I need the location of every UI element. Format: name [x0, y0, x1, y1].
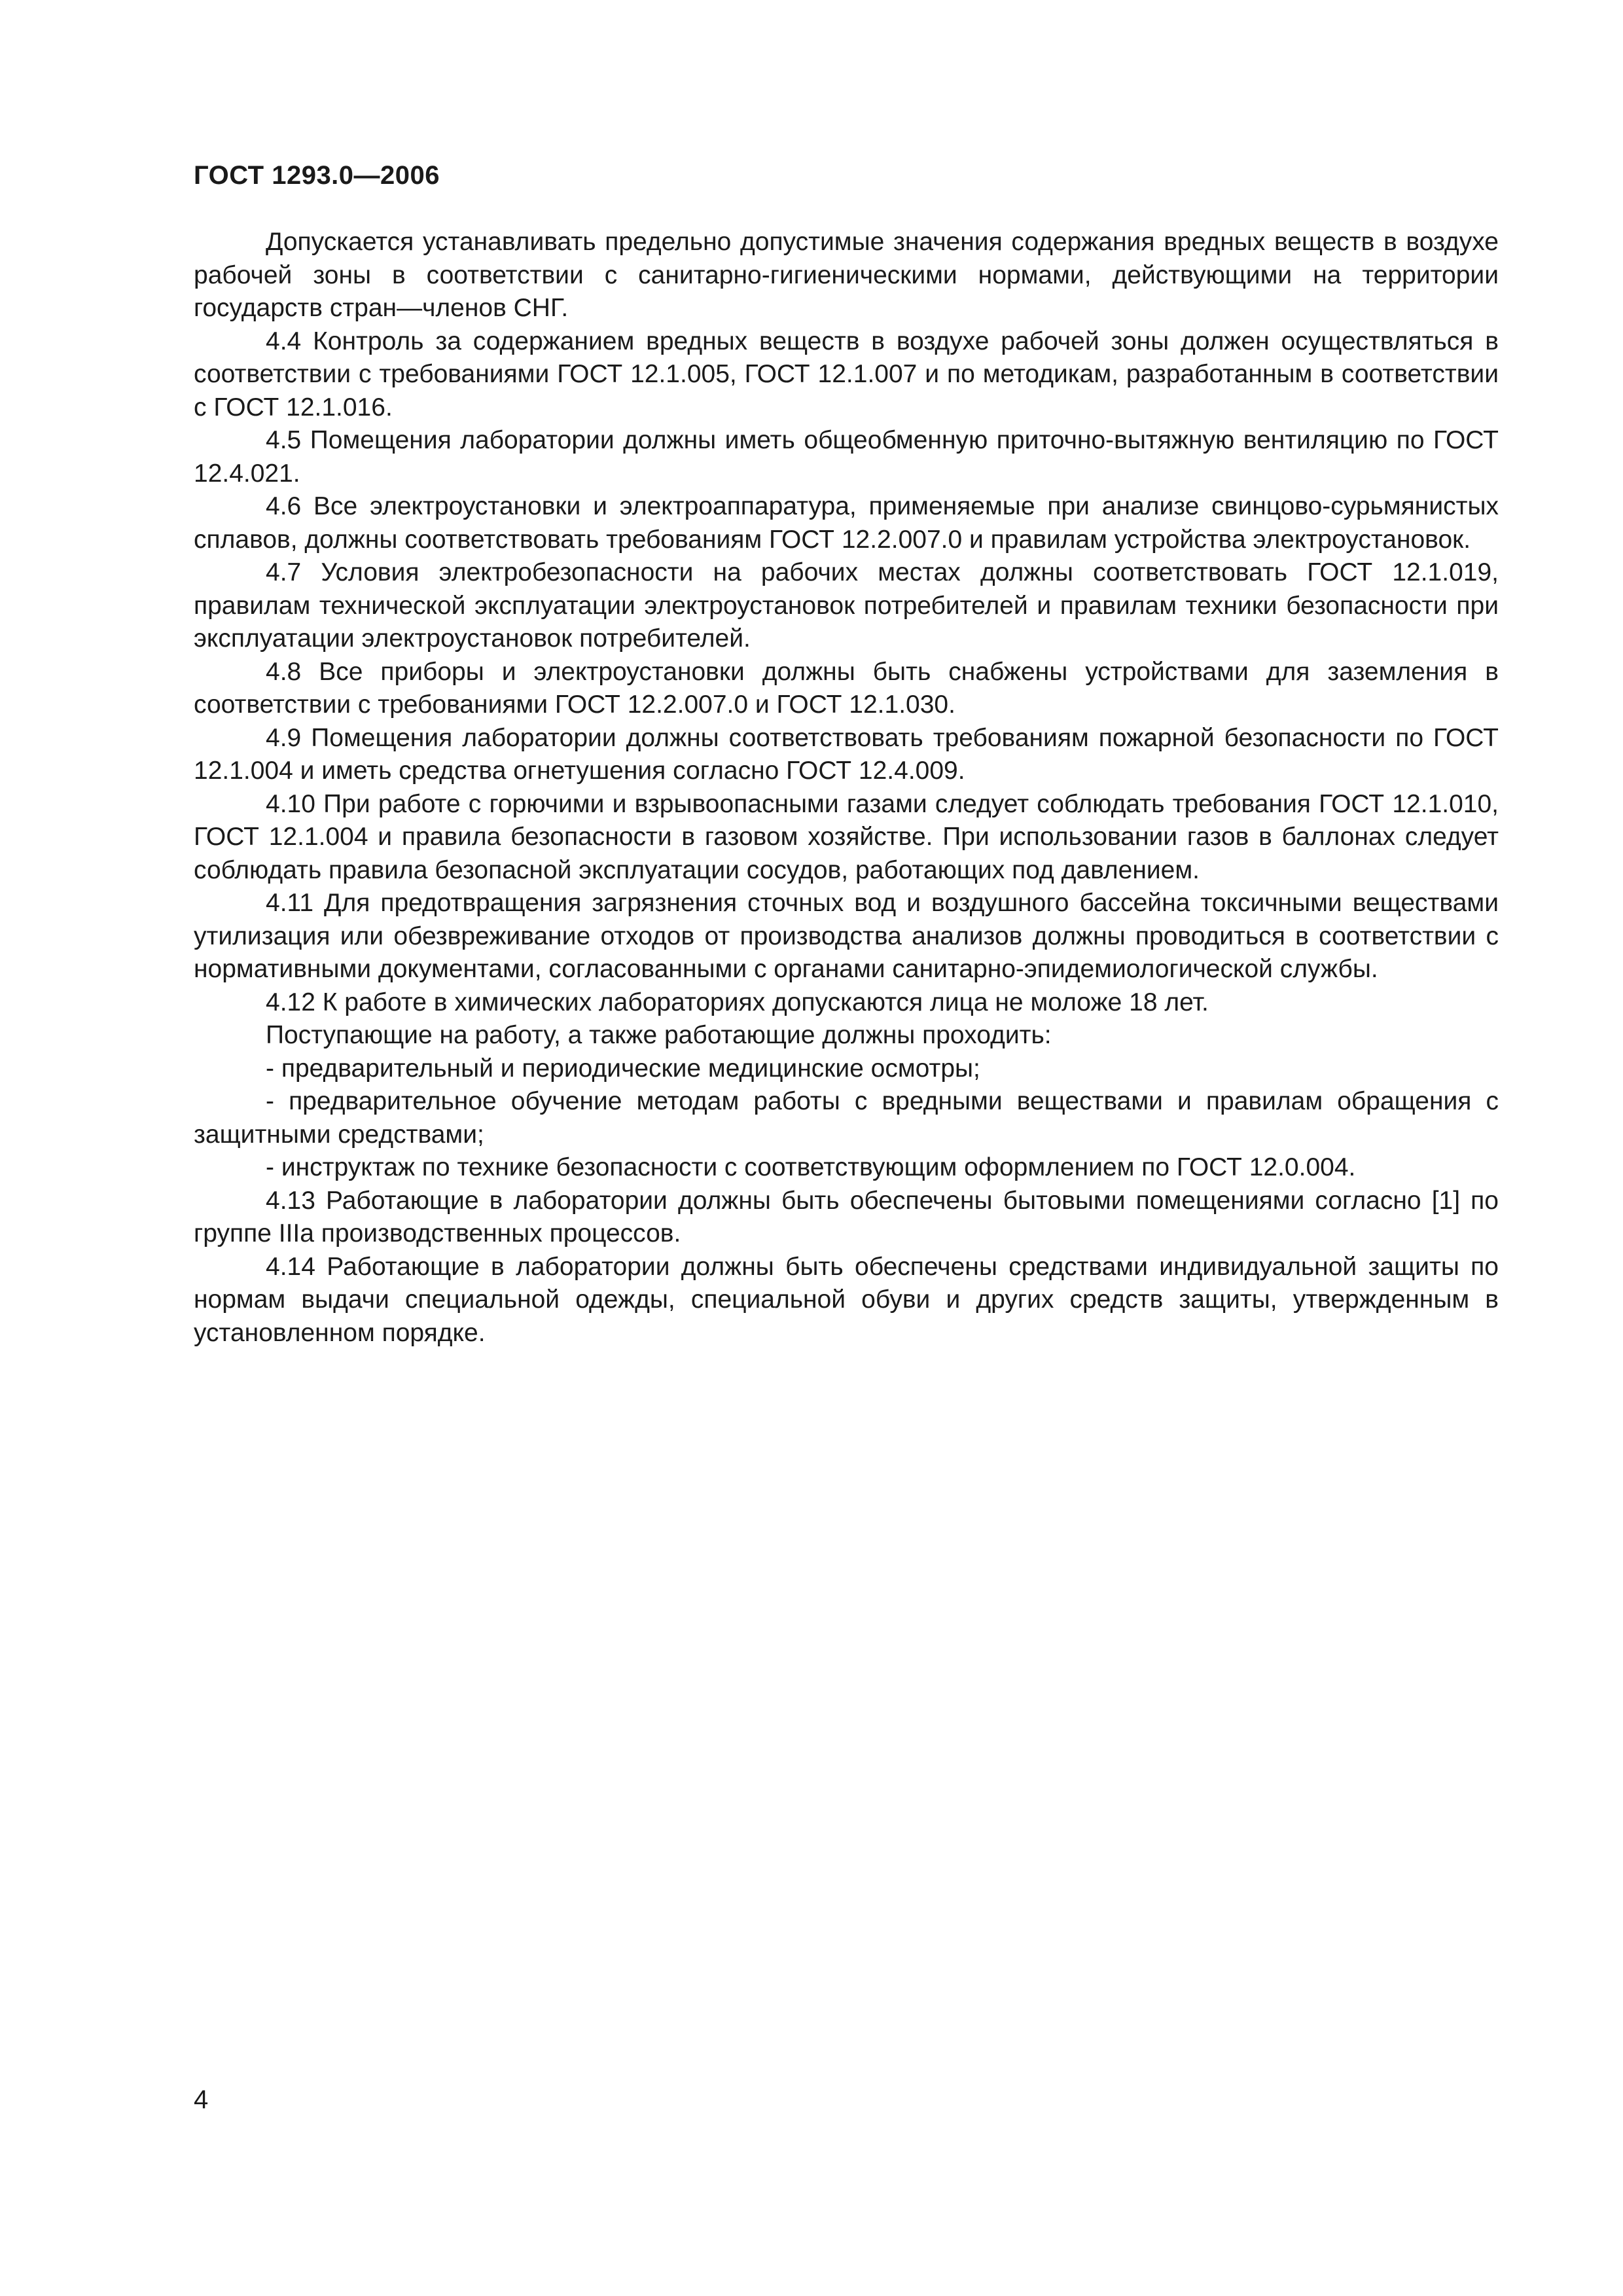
paragraph: 4.12 К работе в химических лабораториях допускаются лица не моложе 18 лет. — [266, 988, 1209, 1016]
paragraph: 4.14 Работающие в лаборатории должны быть обеспечены средствами индивидуальной защиты по нормам выдачи специальной одежды, специальной обуви и других средств защиты, утвержденным в установленном порядке. — [194, 1252, 1499, 1347]
paragraph: 4.10 При работе с горючими и взрывоопасными газами следует соблюдать требования ГОСТ 12.1.010, ГОСТ 12.1.004 и правила безопасности в газовом хозяйстве. При использовании газов в баллонах следует соблюдать правила безопасной эксплуатации сосудов, работающих под давлением. — [194, 789, 1499, 884]
list-item: - предварительный и периодические медицинские осмотры; — [266, 1054, 980, 1083]
paragraph: Поступающие на работу, а также работающие должны проходить: — [266, 1021, 1052, 1049]
paragraph: 4.5 Помещения лаборатории должны иметь общеобменную приточно-вытяжную вентиляцию по ГОСТ 12.4.021. — [194, 426, 1499, 488]
paragraph: 4.6 Все электроустановки и электроаппаратура, применяемые при анализе свинцово-сурьмянистых сплавов, должны соответствовать требованиям ГОСТ 12.2.007.0 и правилам устройства электроустановок. — [194, 492, 1499, 554]
list-item: - предварительное обучение методам работы с вредными веществами и правилам обращения с защитными средствами; — [194, 1087, 1499, 1149]
page-number: 4 — [194, 2085, 209, 2114]
paragraph: Допускается устанавливать предельно допустимые значения содержания вредных веществ в воздухе рабочей зоны в соответствии с санитарно-гигиеническими нормами, действующими на территории государств стран—членов СНГ. — [194, 228, 1499, 322]
document-header: ГОСТ 1293.0—2006 — [194, 161, 440, 190]
list-item: - инструктаж по технике безопасности с соответствующим оформлением по ГОСТ 12.0.004. — [266, 1153, 1356, 1181]
paragraph: 4.4 Контроль за содержанием вредных веществ в воздухе рабочей зоны должен осуществляться в соответствии с требованиями ГОСТ 12.1.005, ГОСТ 12.1.007 и по методикам, разработанным в соответствии с ГОСТ 12.1.016. — [194, 327, 1499, 422]
paragraph: 4.7 Условия электробезопасности на рабочих местах должны соответствовать ГОСТ 12.1.019, правилам технической эксплуатации электроустановок потребителей и правилам техники безопасности при эксплуатации электроустановок потребителей. — [194, 558, 1499, 653]
paragraph: 4.11 Для предотвращения загрязнения сточных вод и воздушного бассейна токсичными веществами утилизация или обезвреживание отходов от производства анализов должны проводиться в соответствии с нормативными документами, согласованными с органами санитарно-эпидемиологической службы. — [194, 889, 1499, 983]
paragraph: 4.13 Работающие в лаборатории должны быть обеспечены бытовыми помещениями согласно [1] по группе IIIа производственных процессов. — [194, 1186, 1499, 1247]
paragraph: 4.8 Все приборы и электроустановки должны быть снабжены устройствами для заземления в соответствии с требованиями ГОСТ 12.2.007.0 и ГОСТ 12.1.030. — [194, 657, 1499, 719]
paragraph: 4.9 Помещения лаборатории должны соответствовать требованиям пожарной безопасности по ГОСТ 12.1.004 и иметь средства огнетушения согласно ГОСТ 12.4.009. — [194, 723, 1499, 785]
document-body — [194, 226, 1499, 1350]
